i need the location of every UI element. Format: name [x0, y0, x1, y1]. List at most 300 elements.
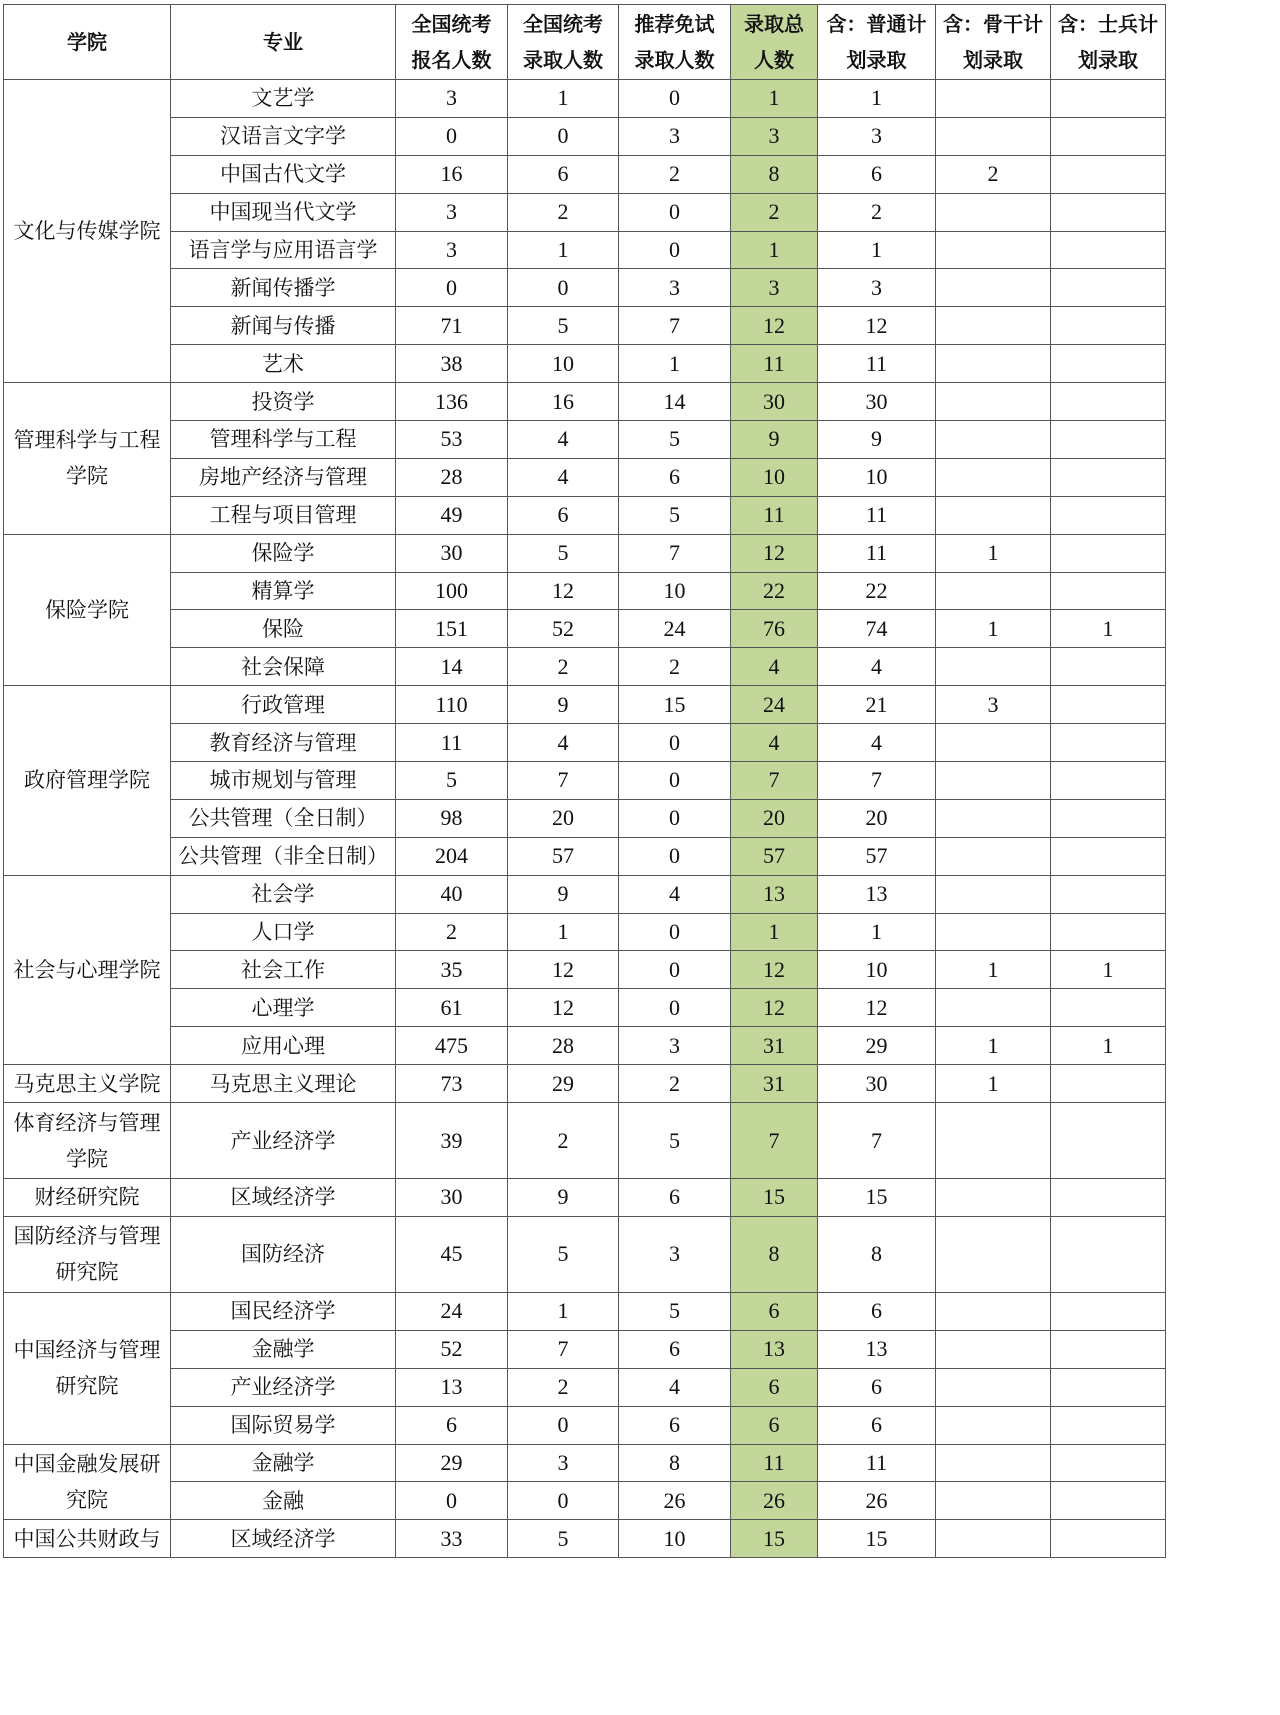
- cell-exempt-admitted: 26: [619, 1482, 731, 1520]
- major-cell: 社会保障: [171, 648, 396, 686]
- college-cell: 社会与心理学院: [4, 875, 171, 1064]
- header-exam-applicants: 全国统考 报名人数: [396, 5, 508, 80]
- cell-total-admitted: 4: [731, 648, 818, 686]
- cell-exam-applicants: 204: [396, 837, 508, 875]
- cell-normal-plan: 7: [818, 762, 936, 800]
- cell-soldier-plan: [1051, 1482, 1166, 1520]
- cell-exam-applicants: 40: [396, 875, 508, 913]
- cell-exempt-admitted: 7: [619, 534, 731, 572]
- major-cell: 产业经济学: [171, 1103, 396, 1179]
- cell-backbone-plan: [936, 117, 1051, 155]
- admissions-table-container: [3, 4, 1166, 1558]
- cell-total-admitted: 1: [731, 80, 818, 118]
- cell-total-admitted: 8: [731, 1216, 818, 1292]
- cell-backbone-plan: 1: [936, 1065, 1051, 1103]
- cell-soldier-plan: [1051, 1292, 1166, 1330]
- cell-exempt-admitted: 24: [619, 610, 731, 648]
- cell-normal-plan: 13: [818, 875, 936, 913]
- table-row: [4, 762, 1166, 800]
- table-row: [4, 572, 1166, 610]
- cell-exempt-admitted: 5: [619, 496, 731, 534]
- cell-exempt-admitted: 6: [619, 1406, 731, 1444]
- cell-normal-plan: 3: [818, 269, 936, 307]
- cell-backbone-plan: [936, 989, 1051, 1027]
- cell-soldier-plan: 1: [1051, 951, 1166, 989]
- cell-soldier-plan: [1051, 686, 1166, 724]
- cell-exempt-admitted: 3: [619, 117, 731, 155]
- cell-exam-applicants: 35: [396, 951, 508, 989]
- cell-exam-applicants: 33: [396, 1520, 508, 1558]
- cell-soldier-plan: [1051, 1406, 1166, 1444]
- cell-total-admitted: 3: [731, 269, 818, 307]
- major-cell: 文艺学: [171, 80, 396, 118]
- cell-exempt-admitted: 2: [619, 1065, 731, 1103]
- cell-exam-applicants: 71: [396, 307, 508, 345]
- cell-soldier-plan: [1051, 1216, 1166, 1292]
- cell-exempt-admitted: 6: [619, 458, 731, 496]
- major-cell: 人口学: [171, 913, 396, 951]
- cell-normal-plan: 6: [818, 1292, 936, 1330]
- major-cell: 工程与项目管理: [171, 496, 396, 534]
- cell-exam-admitted: 12: [508, 572, 619, 610]
- cell-soldier-plan: [1051, 648, 1166, 686]
- cell-exempt-admitted: 3: [619, 269, 731, 307]
- college-cell: 文化与传媒学院: [4, 80, 171, 383]
- cell-backbone-plan: [936, 913, 1051, 951]
- cell-normal-plan: 1: [818, 80, 936, 118]
- cell-normal-plan: 10: [818, 951, 936, 989]
- cell-exempt-admitted: 0: [619, 989, 731, 1027]
- cell-backbone-plan: [936, 307, 1051, 345]
- cell-exam-applicants: 475: [396, 1027, 508, 1065]
- table-row: [4, 1103, 1166, 1179]
- cell-exam-admitted: 6: [508, 496, 619, 534]
- cell-exam-admitted: 12: [508, 989, 619, 1027]
- table-row: [4, 875, 1166, 913]
- cell-backbone-plan: [936, 1368, 1051, 1406]
- cell-backbone-plan: [936, 231, 1051, 269]
- table-row: [4, 421, 1166, 459]
- cell-exam-admitted: 5: [508, 307, 619, 345]
- table-row: [4, 799, 1166, 837]
- cell-exam-applicants: 30: [396, 1179, 508, 1217]
- cell-exam-applicants: 30: [396, 534, 508, 572]
- cell-soldier-plan: [1051, 345, 1166, 383]
- college-cell: 国防经济与管理研究院: [4, 1216, 171, 1292]
- major-cell: 心理学: [171, 989, 396, 1027]
- cell-backbone-plan: [936, 458, 1051, 496]
- cell-soldier-plan: [1051, 307, 1166, 345]
- table-row: [4, 1444, 1166, 1482]
- cell-exempt-admitted: 0: [619, 837, 731, 875]
- cell-exam-admitted: 7: [508, 762, 619, 800]
- cell-total-admitted: 24: [731, 686, 818, 724]
- cell-soldier-plan: 1: [1051, 1027, 1166, 1065]
- cell-exam-applicants: 11: [396, 724, 508, 762]
- cell-exam-admitted: 2: [508, 1103, 619, 1179]
- cell-exam-applicants: 136: [396, 383, 508, 421]
- table-row: [4, 307, 1166, 345]
- header-backbone-plan: 含：骨干计 划录取: [936, 5, 1051, 80]
- cell-exam-admitted: 16: [508, 383, 619, 421]
- cell-soldier-plan: [1051, 1103, 1166, 1179]
- cell-total-admitted: 6: [731, 1292, 818, 1330]
- major-cell: 马克思主义理论: [171, 1065, 396, 1103]
- cell-exam-admitted: 5: [508, 1216, 619, 1292]
- major-cell: 公共管理（非全日制）: [171, 837, 396, 875]
- cell-normal-plan: 21: [818, 686, 936, 724]
- cell-exempt-admitted: 4: [619, 1368, 731, 1406]
- table-row: [4, 610, 1166, 648]
- cell-exempt-admitted: 4: [619, 875, 731, 913]
- major-cell: 国防经济: [171, 1216, 396, 1292]
- cell-exempt-admitted: 7: [619, 307, 731, 345]
- cell-exempt-admitted: 10: [619, 1520, 731, 1558]
- cell-exam-applicants: 24: [396, 1292, 508, 1330]
- header-exam-admitted: 全国统考 录取人数: [508, 5, 619, 80]
- cell-exam-applicants: 151: [396, 610, 508, 648]
- cell-normal-plan: 12: [818, 307, 936, 345]
- college-cell: 中国公共财政与: [4, 1520, 171, 1558]
- cell-backbone-plan: [936, 762, 1051, 800]
- cell-total-admitted: 12: [731, 951, 818, 989]
- cell-exam-admitted: 0: [508, 117, 619, 155]
- cell-exempt-admitted: 14: [619, 383, 731, 421]
- major-cell: 金融: [171, 1482, 396, 1520]
- cell-backbone-plan: [936, 269, 1051, 307]
- cell-exempt-admitted: 6: [619, 1179, 731, 1217]
- cell-exempt-admitted: 5: [619, 1103, 731, 1179]
- header-normal-plan: 含：普通计 划录取: [818, 5, 936, 80]
- cell-soldier-plan: [1051, 1368, 1166, 1406]
- table-row: [4, 80, 1166, 118]
- cell-exempt-admitted: 0: [619, 799, 731, 837]
- cell-backbone-plan: 1: [936, 951, 1051, 989]
- cell-exam-admitted: 5: [508, 534, 619, 572]
- cell-exam-applicants: 73: [396, 1065, 508, 1103]
- cell-backbone-plan: [936, 572, 1051, 610]
- cell-normal-plan: 15: [818, 1179, 936, 1217]
- college-cell: 马克思主义学院: [4, 1065, 171, 1103]
- cell-total-admitted: 31: [731, 1065, 818, 1103]
- major-cell: 管理科学与工程: [171, 421, 396, 459]
- cell-soldier-plan: [1051, 875, 1166, 913]
- cell-total-admitted: 15: [731, 1520, 818, 1558]
- cell-total-admitted: 2: [731, 193, 818, 231]
- cell-exam-applicants: 0: [396, 269, 508, 307]
- cell-exam-applicants: 0: [396, 1482, 508, 1520]
- major-cell: 教育经济与管理: [171, 724, 396, 762]
- cell-backbone-plan: [936, 1103, 1051, 1179]
- cell-total-admitted: 6: [731, 1368, 818, 1406]
- cell-exempt-admitted: 3: [619, 1027, 731, 1065]
- cell-exam-applicants: 16: [396, 155, 508, 193]
- table-row: [4, 648, 1166, 686]
- cell-exempt-admitted: 0: [619, 951, 731, 989]
- cell-total-admitted: 11: [731, 1444, 818, 1482]
- cell-normal-plan: 30: [818, 383, 936, 421]
- cell-exam-applicants: 29: [396, 1444, 508, 1482]
- major-cell: 新闻传播学: [171, 269, 396, 307]
- cell-soldier-plan: [1051, 80, 1166, 118]
- cell-normal-plan: 20: [818, 799, 936, 837]
- cell-total-admitted: 76: [731, 610, 818, 648]
- cell-backbone-plan: [936, 1406, 1051, 1444]
- table-row: [4, 1406, 1166, 1444]
- cell-backbone-plan: [936, 875, 1051, 913]
- cell-exam-admitted: 0: [508, 1482, 619, 1520]
- cell-soldier-plan: [1051, 193, 1166, 231]
- cell-normal-plan: 11: [818, 1444, 936, 1482]
- cell-exempt-admitted: 0: [619, 913, 731, 951]
- cell-total-admitted: 10: [731, 458, 818, 496]
- cell-soldier-plan: [1051, 1444, 1166, 1482]
- cell-exempt-admitted: 5: [619, 421, 731, 459]
- admissions-table: [3, 4, 1166, 1558]
- cell-exam-admitted: 10: [508, 345, 619, 383]
- cell-exam-applicants: 13: [396, 1368, 508, 1406]
- cell-exam-applicants: 0: [396, 117, 508, 155]
- major-cell: 区域经济学: [171, 1520, 396, 1558]
- cell-exempt-admitted: 0: [619, 231, 731, 269]
- table-row: [4, 1368, 1166, 1406]
- table-row: [4, 686, 1166, 724]
- cell-soldier-plan: [1051, 269, 1166, 307]
- major-cell: 艺术: [171, 345, 396, 383]
- header-major: 专业: [171, 5, 396, 80]
- cell-normal-plan: 13: [818, 1330, 936, 1368]
- cell-exempt-admitted: 0: [619, 724, 731, 762]
- header-exempt-admitted: 推荐免试 录取人数: [619, 5, 731, 80]
- cell-total-admitted: 7: [731, 1103, 818, 1179]
- cell-soldier-plan: [1051, 1065, 1166, 1103]
- cell-total-admitted: 4: [731, 724, 818, 762]
- major-cell: 社会学: [171, 875, 396, 913]
- cell-total-admitted: 30: [731, 383, 818, 421]
- cell-normal-plan: 6: [818, 1406, 936, 1444]
- header-college: 学院: [4, 5, 171, 80]
- cell-total-admitted: 9: [731, 421, 818, 459]
- major-cell: 产业经济学: [171, 1368, 396, 1406]
- cell-soldier-plan: [1051, 799, 1166, 837]
- major-cell: 房地产经济与管理: [171, 458, 396, 496]
- cell-exam-admitted: 6: [508, 155, 619, 193]
- major-cell: 中国现当代文学: [171, 193, 396, 231]
- cell-exam-applicants: 100: [396, 572, 508, 610]
- cell-exam-applicants: 110: [396, 686, 508, 724]
- major-cell: 行政管理: [171, 686, 396, 724]
- major-cell: 国际贸易学: [171, 1406, 396, 1444]
- cell-normal-plan: 74: [818, 610, 936, 648]
- cell-backbone-plan: 3: [936, 686, 1051, 724]
- major-cell: 城市规划与管理: [171, 762, 396, 800]
- cell-exam-applicants: 52: [396, 1330, 508, 1368]
- cell-total-admitted: 15: [731, 1179, 818, 1217]
- cell-backbone-plan: 1: [936, 1027, 1051, 1065]
- major-cell: 中国古代文学: [171, 155, 396, 193]
- cell-backbone-plan: [936, 648, 1051, 686]
- cell-exam-applicants: 39: [396, 1103, 508, 1179]
- cell-exam-admitted: 1: [508, 231, 619, 269]
- major-cell: 保险: [171, 610, 396, 648]
- cell-exam-admitted: 1: [508, 80, 619, 118]
- cell-total-admitted: 12: [731, 307, 818, 345]
- cell-exempt-admitted: 6: [619, 1330, 731, 1368]
- cell-normal-plan: 3: [818, 117, 936, 155]
- cell-backbone-plan: 1: [936, 610, 1051, 648]
- cell-soldier-plan: [1051, 1179, 1166, 1217]
- cell-exam-admitted: 20: [508, 799, 619, 837]
- cell-soldier-plan: [1051, 496, 1166, 534]
- cell-normal-plan: 11: [818, 496, 936, 534]
- cell-normal-plan: 1: [818, 913, 936, 951]
- table-row: [4, 269, 1166, 307]
- cell-backbone-plan: [936, 799, 1051, 837]
- cell-normal-plan: 15: [818, 1520, 936, 1558]
- major-cell: 保险学: [171, 534, 396, 572]
- cell-normal-plan: 9: [818, 421, 936, 459]
- cell-exam-admitted: 29: [508, 1065, 619, 1103]
- cell-backbone-plan: [936, 1444, 1051, 1482]
- cell-exam-admitted: 28: [508, 1027, 619, 1065]
- cell-exam-applicants: 28: [396, 458, 508, 496]
- cell-normal-plan: 8: [818, 1216, 936, 1292]
- major-cell: 语言学与应用语言学: [171, 231, 396, 269]
- table-row: [4, 1179, 1166, 1217]
- cell-exam-admitted: 4: [508, 458, 619, 496]
- cell-exempt-admitted: 1: [619, 345, 731, 383]
- cell-exempt-admitted: 2: [619, 648, 731, 686]
- cell-exempt-admitted: 8: [619, 1444, 731, 1482]
- cell-total-admitted: 8: [731, 155, 818, 193]
- cell-total-admitted: 1: [731, 231, 818, 269]
- major-cell: 金融学: [171, 1330, 396, 1368]
- cell-backbone-plan: [936, 496, 1051, 534]
- cell-soldier-plan: [1051, 231, 1166, 269]
- cell-backbone-plan: [936, 345, 1051, 383]
- cell-soldier-plan: [1051, 1330, 1166, 1368]
- cell-total-admitted: 13: [731, 875, 818, 913]
- major-cell: 公共管理（全日制）: [171, 799, 396, 837]
- cell-exam-applicants: 61: [396, 989, 508, 1027]
- cell-exempt-admitted: 2: [619, 155, 731, 193]
- table-row: [4, 989, 1166, 1027]
- cell-backbone-plan: 2: [936, 155, 1051, 193]
- cell-backbone-plan: 1: [936, 534, 1051, 572]
- cell-total-admitted: 1: [731, 913, 818, 951]
- table-row: [4, 951, 1166, 989]
- cell-exempt-admitted: 0: [619, 80, 731, 118]
- table-row: [4, 496, 1166, 534]
- cell-exempt-admitted: 10: [619, 572, 731, 610]
- table-row: [4, 1292, 1166, 1330]
- cell-exam-admitted: 2: [508, 1368, 619, 1406]
- cell-backbone-plan: [936, 421, 1051, 459]
- cell-normal-plan: 11: [818, 345, 936, 383]
- cell-exam-admitted: 1: [508, 1292, 619, 1330]
- college-cell: 财经研究院: [4, 1179, 171, 1217]
- major-cell: 国民经济学: [171, 1292, 396, 1330]
- cell-exam-applicants: 53: [396, 421, 508, 459]
- cell-exempt-admitted: 3: [619, 1216, 731, 1292]
- cell-exempt-admitted: 0: [619, 193, 731, 231]
- table-row: [4, 837, 1166, 875]
- cell-exam-admitted: 4: [508, 724, 619, 762]
- header-total-admitted: 录取总 人数: [731, 5, 818, 80]
- cell-normal-plan: 26: [818, 1482, 936, 1520]
- table-row: [4, 383, 1166, 421]
- college-cell: 管理科学与工程学院: [4, 383, 171, 535]
- cell-soldier-plan: [1051, 458, 1166, 496]
- college-cell: 政府管理学院: [4, 686, 171, 875]
- cell-exam-applicants: 3: [396, 193, 508, 231]
- cell-backbone-plan: [936, 80, 1051, 118]
- cell-exam-admitted: 4: [508, 421, 619, 459]
- cell-backbone-plan: [936, 1292, 1051, 1330]
- cell-backbone-plan: [936, 1216, 1051, 1292]
- college-cell: 保险学院: [4, 534, 171, 686]
- major-cell: 区域经济学: [171, 1179, 396, 1217]
- cell-exam-applicants: 6: [396, 1406, 508, 1444]
- cell-total-admitted: 57: [731, 837, 818, 875]
- cell-normal-plan: 11: [818, 534, 936, 572]
- major-cell: 汉语言文字学: [171, 117, 396, 155]
- cell-soldier-plan: [1051, 724, 1166, 762]
- cell-normal-plan: 57: [818, 837, 936, 875]
- cell-exempt-admitted: 0: [619, 762, 731, 800]
- cell-exam-admitted: 7: [508, 1330, 619, 1368]
- cell-exam-admitted: 9: [508, 686, 619, 724]
- cell-exam-admitted: 3: [508, 1444, 619, 1482]
- cell-normal-plan: 4: [818, 724, 936, 762]
- cell-soldier-plan: [1051, 913, 1166, 951]
- cell-soldier-plan: [1051, 1520, 1166, 1558]
- cell-exam-applicants: 3: [396, 80, 508, 118]
- cell-exam-applicants: 45: [396, 1216, 508, 1292]
- cell-total-admitted: 12: [731, 989, 818, 1027]
- cell-exam-admitted: 9: [508, 1179, 619, 1217]
- cell-exempt-admitted: 15: [619, 686, 731, 724]
- cell-normal-plan: 7: [818, 1103, 936, 1179]
- cell-total-admitted: 7: [731, 762, 818, 800]
- cell-soldier-plan: [1051, 837, 1166, 875]
- cell-soldier-plan: [1051, 155, 1166, 193]
- cell-total-admitted: 22: [731, 572, 818, 610]
- table-row: [4, 534, 1166, 572]
- cell-exempt-admitted: 5: [619, 1292, 731, 1330]
- table-row: [4, 1330, 1166, 1368]
- cell-soldier-plan: [1051, 117, 1166, 155]
- cell-normal-plan: 30: [818, 1065, 936, 1103]
- cell-exam-applicants: 38: [396, 345, 508, 383]
- table-row: [4, 117, 1166, 155]
- cell-total-admitted: 20: [731, 799, 818, 837]
- cell-normal-plan: 2: [818, 193, 936, 231]
- cell-exam-applicants: 3: [396, 231, 508, 269]
- cell-normal-plan: 6: [818, 155, 936, 193]
- cell-backbone-plan: [936, 1330, 1051, 1368]
- cell-exam-admitted: 2: [508, 193, 619, 231]
- cell-backbone-plan: [936, 383, 1051, 421]
- cell-normal-plan: 10: [818, 458, 936, 496]
- cell-exam-applicants: 98: [396, 799, 508, 837]
- cell-backbone-plan: [936, 193, 1051, 231]
- major-cell: 投资学: [171, 383, 396, 421]
- cell-exam-admitted: 52: [508, 610, 619, 648]
- major-cell: 社会工作: [171, 951, 396, 989]
- table-row: [4, 1216, 1166, 1292]
- cell-exam-applicants: 49: [396, 496, 508, 534]
